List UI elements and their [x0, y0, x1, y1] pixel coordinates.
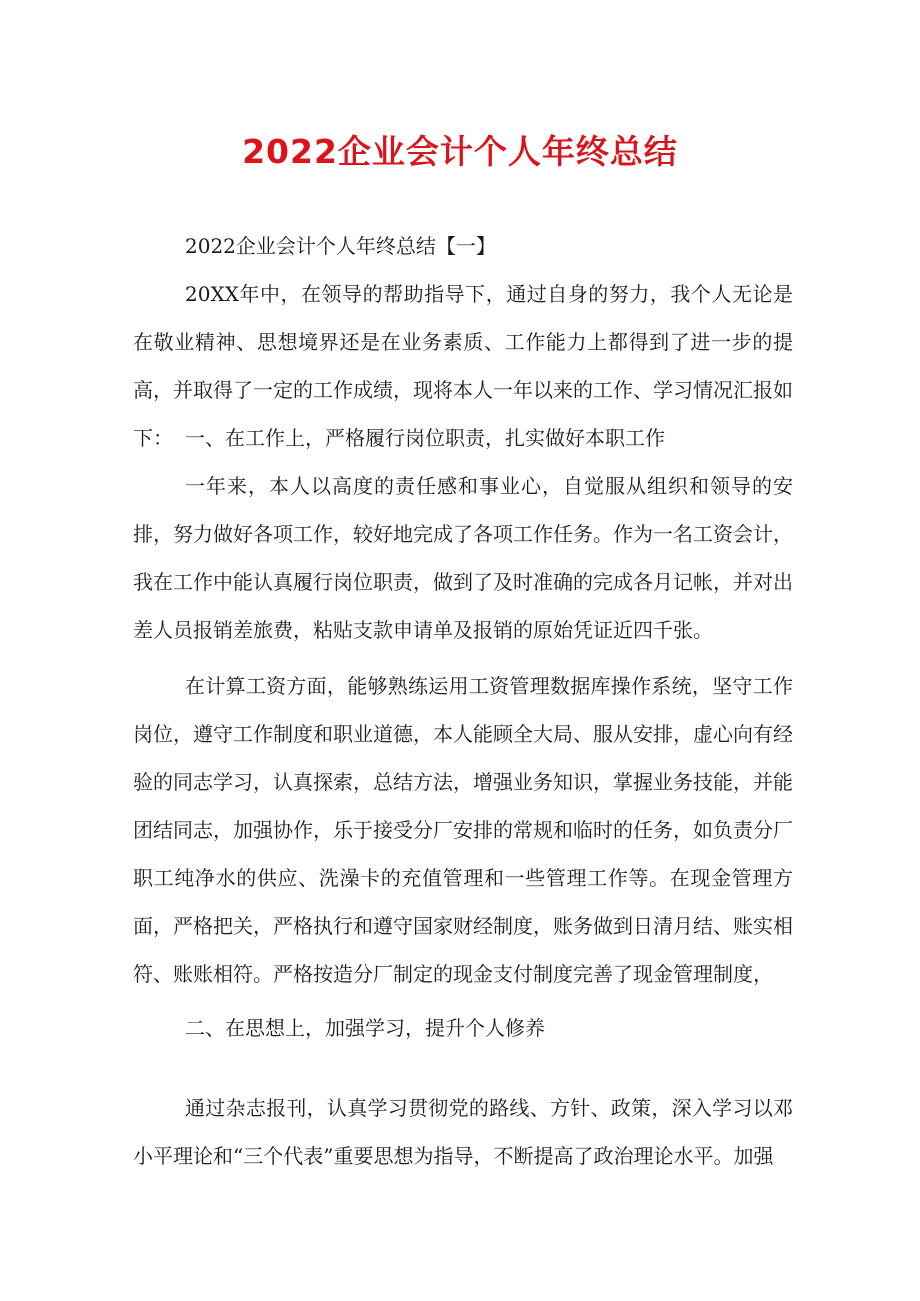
salary-paragraph: 在计算工资方面，能够熟练运用工资管理数据库操作系统，坚守工作岗位，遵守工作制度和职业道德，本人能顾全大局、服从安排，虚心向有经验的同志学习，认真探索，总结方法，增强业务知识，掌握业务技能，并能团结同志，加强协作，乐于接受分厂安排的常规和临时的任务，如负责分厂职工纯净水的供应、洗澡卡的充值管理和一些管理工作等。在现金管理方面，严格把关，严格执行和遵守国家财经制度，账务做到日清月结、账实相符、账账相符。严格按造分厂制定的现金支付制度完善了现金管理制度，	[133, 674, 793, 986]
section-heading-work: 一、在工作上，严格履行岗位职责，扎实做好本职工作	[185, 426, 665, 450]
section-heading-part-one: 2022企业会计个人年终总结【一】	[185, 234, 496, 258]
intro-paragraph: 20XX年中，在领导的帮助指导下，通过自身的努力，我个人无论是在敬业精神、思想境界还是在业务素质、工作能力上都得到了进一步的提高，并取得了一定的工作成绩，现将本人一年以来的工作、学习情况汇报如下：	[133, 282, 793, 450]
thought-paragraph: 通过杂志报刊，认真学习贯彻党的路线、方针、政策，深入学习以邓小平理论和“三个代表”重要思想为指导，不断提高了政治理论水平。加强	[133, 1096, 793, 1168]
work-paragraph: 一年来，本人以高度的责任感和事业心，自觉服从组织和领导的安排，努力做好各项工作，较好地完成了各项工作任务。作为一名工资会计，我在工作中能认真履行岗位职责，做到了及时准确的完成各月记帐，并对出差人员报销差旅费，粘贴支款申请单及报销的原始凭证近四千张。	[133, 474, 793, 642]
document-title: 2022企业会计个人年终总结	[242, 132, 678, 171]
section-heading-thought: 二、在思想上，加强学习，提升个人修养	[185, 1016, 545, 1040]
